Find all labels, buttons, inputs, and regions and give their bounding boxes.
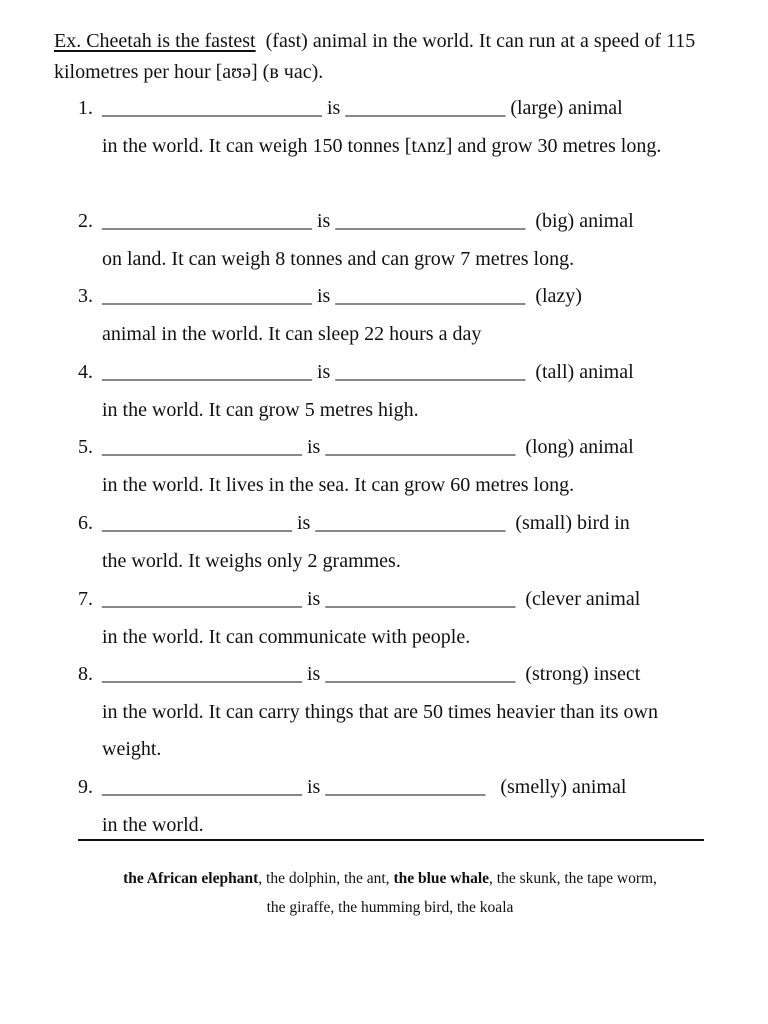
item-number: 3. xyxy=(78,285,93,307)
word-bank-phrase: , the dolphin, the ant, xyxy=(258,870,394,887)
word-bank xyxy=(70,864,710,922)
item-continuation: in the world. It lives in the sea. It can grow 60 metres long. xyxy=(102,473,575,496)
item-blank-line: ____________________ is ________________ (smelly) animal xyxy=(102,776,627,798)
item-continuation: in the world. It can communicate with people. xyxy=(102,625,471,648)
example-sentence xyxy=(54,26,734,88)
item-continuation: animal in the world. It can sleep 22 hours a day xyxy=(102,322,482,345)
item-blank-line: _____________________ is ___________________ (tall) animal xyxy=(102,361,634,383)
item-number: 5. xyxy=(78,436,93,458)
item-continuation: in the world. It can carry things that are 50 times heavier than its own weight. xyxy=(102,700,658,761)
word-bank-phrase: the African elephant xyxy=(123,870,259,887)
item-continuation: the world. It weighs only 2 grammes. xyxy=(102,549,401,572)
item-continuation: in the world. It can grow 5 metres high. xyxy=(102,398,419,421)
word-bank-line-1 xyxy=(70,864,710,893)
word-bank-phrase: , the skunk, the tape worm, xyxy=(489,870,657,887)
word-bank-phrase: the blue whale xyxy=(393,870,490,887)
item-blank-line: ____________________ is ___________________ (long) animal xyxy=(102,436,634,458)
item-blank-line: _____________________ is ___________________ (big) animal xyxy=(102,210,634,232)
example-label: Ex. Cheetah is the fastest xyxy=(54,30,256,52)
item-continuation: on land. It can weigh 8 tonnes and can grow 7 metres long. xyxy=(102,247,575,270)
item-number: 8. xyxy=(78,663,93,685)
word-bank-line-2: the giraffe, the humming bird, the koala xyxy=(266,899,514,916)
example-rest: (fast) animal in the world. It can run at a speed of 115 kilometres per hour [aʊə] (в час). xyxy=(54,30,701,83)
item-blank-line: ______________________ is ________________ (large) animal xyxy=(102,97,623,119)
item-continuation: in the world. xyxy=(102,813,204,836)
item-number: 7. xyxy=(78,588,93,610)
divider-line xyxy=(78,839,704,841)
item-blank-line: ____________________ is ___________________ (clever animal xyxy=(102,588,641,610)
item-blank-line: ____________________ is ___________________ (strong) insect xyxy=(102,663,641,685)
item-number: 9. xyxy=(78,776,93,798)
item-number: 4. xyxy=(78,361,93,383)
item-number: 2. xyxy=(78,210,93,232)
item-blank-line: _____________________ is ___________________ (lazy) xyxy=(102,285,582,307)
item-blank-line: ___________________ is ___________________ (small) bird in xyxy=(102,512,630,534)
item-continuation: in the world. It can weigh 150 tonnes [tʌnz] and grow 30 metres long. xyxy=(102,134,662,157)
item-number: 1. xyxy=(78,97,93,119)
item-number: 6. xyxy=(78,512,93,534)
